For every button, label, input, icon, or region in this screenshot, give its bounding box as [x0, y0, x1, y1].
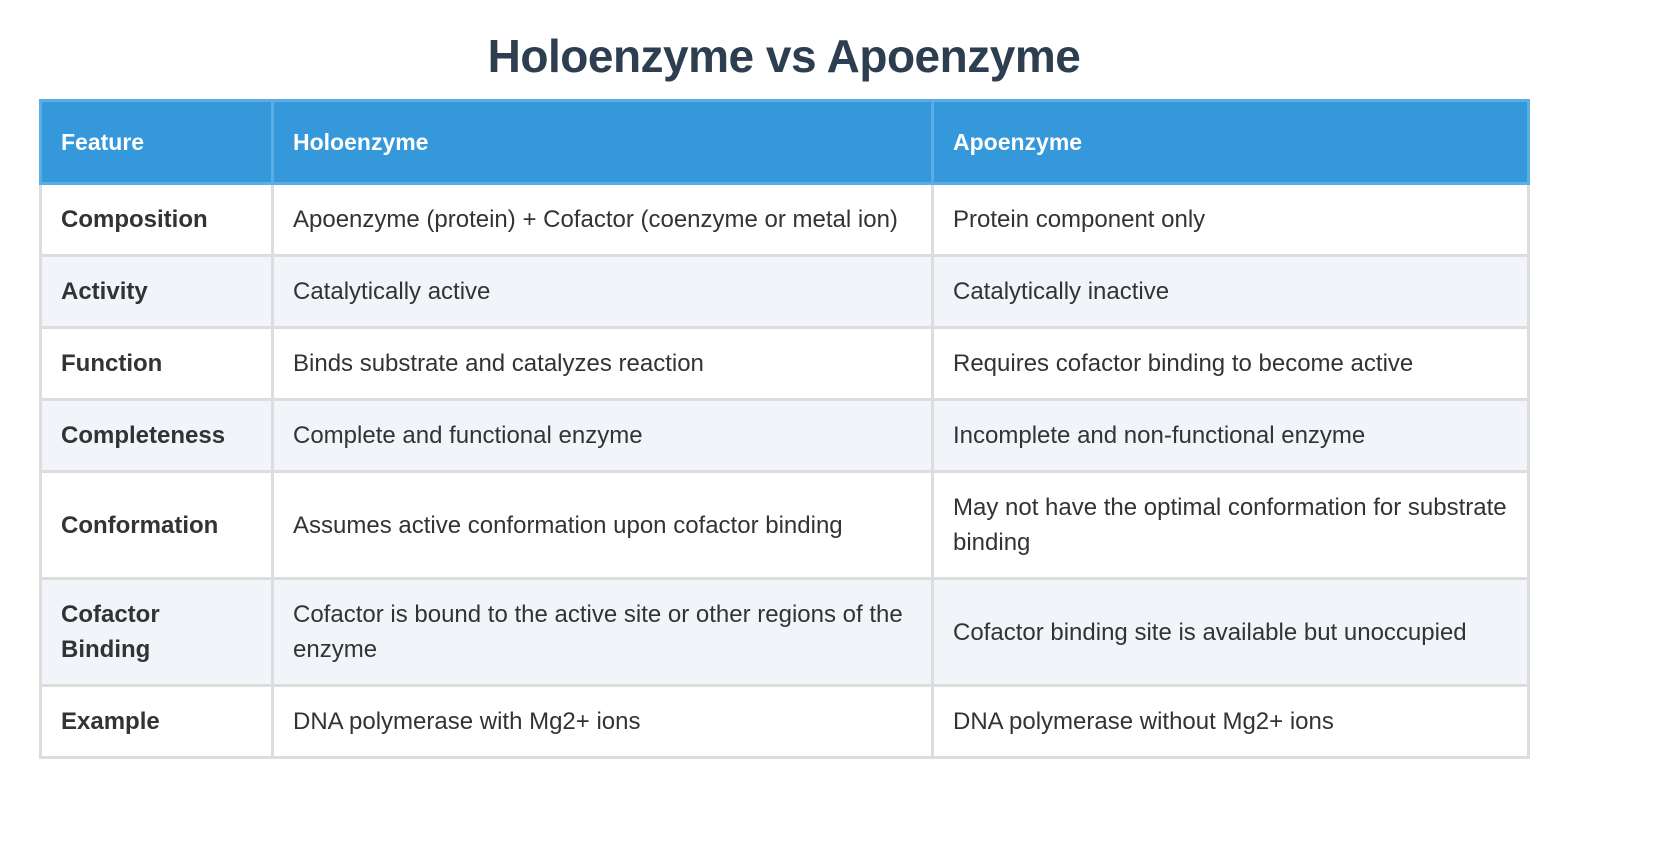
column-header-holoenzyme: Holoenzyme [273, 101, 933, 184]
table-row [41, 400, 1529, 472]
apoenzyme-cell: Incomplete and non-functional enzyme [933, 400, 1529, 472]
table-body [41, 184, 1529, 758]
apoenzyme-cell: Protein component only [933, 184, 1529, 256]
page-title: Holoenzyme vs Apoenzyme [487, 30, 1081, 82]
table-row [41, 256, 1529, 328]
apoenzyme-cell: Requires cofactor binding to become active [933, 328, 1529, 400]
column-header-feature: Feature [41, 101, 273, 184]
feature-cell: Composition [41, 184, 273, 256]
holoenzyme-cell: Cofactor is bound to the active site or other regions of the enzyme [273, 579, 933, 686]
table-row [41, 328, 1529, 400]
feature-cell: Conformation [41, 472, 273, 579]
apoenzyme-cell: Cofactor binding site is available but unoccupied [933, 579, 1529, 686]
table-row [41, 686, 1529, 758]
feature-cell: Function [41, 328, 273, 400]
holoenzyme-cell: Catalytically active [273, 256, 933, 328]
table-row [41, 579, 1529, 686]
feature-cell: Activity [41, 256, 273, 328]
holoenzyme-cell: Complete and functional enzyme [273, 400, 933, 472]
feature-cell: Example [41, 686, 273, 758]
column-header-apoenzyme: Apoenzyme [933, 101, 1529, 184]
header-row [41, 101, 1529, 184]
table-header [41, 101, 1529, 184]
holoenzyme-cell: Binds substrate and catalyzes reaction [273, 328, 933, 400]
table-row [41, 472, 1529, 579]
apoenzyme-cell: May not have the optimal conformation for substrate binding [933, 472, 1529, 579]
table-row [41, 184, 1529, 256]
feature-cell: Cofactor Binding [41, 579, 273, 686]
apoenzyme-cell: DNA polymerase without Mg2+ ions [933, 686, 1529, 758]
feature-cell: Completeness [41, 400, 273, 472]
holoenzyme-cell: Apoenzyme (protein) + Cofactor (coenzyme or metal ion) [273, 184, 933, 256]
holoenzyme-cell: DNA polymerase with Mg2+ ions [273, 686, 933, 758]
apoenzyme-cell: Catalytically inactive [933, 256, 1529, 328]
holoenzyme-cell: Assumes active conformation upon cofactor binding [273, 472, 933, 579]
comparison-table [39, 99, 1530, 759]
